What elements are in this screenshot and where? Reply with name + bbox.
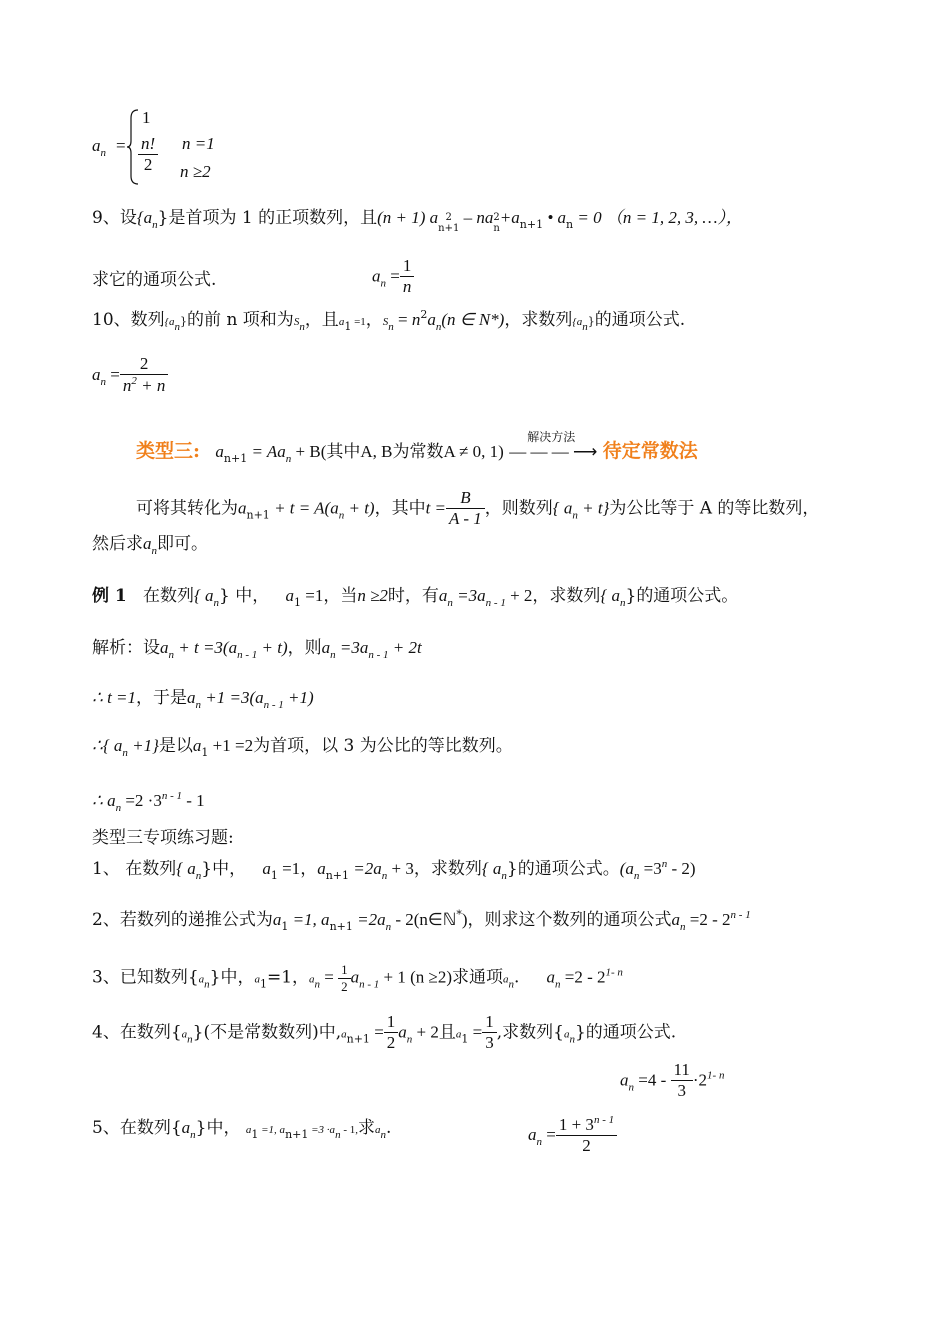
seq: { a	[600, 586, 620, 605]
sub: n - 1	[237, 649, 258, 661]
t-eq: t =	[425, 498, 447, 518]
answer: =3	[639, 859, 662, 878]
formula-lhs: $a_n$	[92, 136, 106, 159]
type3-heading: 类型三:	[136, 440, 201, 462]
eq: =	[386, 266, 400, 286]
problem-10-answer	[92, 354, 168, 397]
formula: + 2	[412, 1022, 439, 1042]
condition: n ≥2	[357, 586, 388, 605]
case2-fraction: $\frac{n!}{2}$	[138, 134, 158, 176]
sub: 1	[281, 920, 289, 933]
formula: ∴ t =1	[92, 688, 137, 707]
an: a	[503, 973, 509, 986]
sub: n	[299, 321, 305, 333]
seq-end: }	[180, 315, 188, 328]
sup: 1- n	[707, 1069, 725, 1082]
text: ，求数列	[413, 859, 482, 879]
sub: n	[447, 597, 453, 609]
problem-10-label: 10、数列	[92, 310, 165, 330]
example-1-line	[92, 586, 738, 610]
sub: n	[338, 509, 345, 522]
rec: =3a	[452, 586, 486, 605]
formula: + 1 (n ≥2)	[379, 967, 453, 987]
text: 求	[357, 1118, 375, 1138]
text: 且	[438, 1022, 456, 1043]
sub: n	[380, 277, 386, 290]
formula: a	[272, 910, 282, 929]
method-arrow	[509, 430, 598, 462]
solution-line	[92, 638, 422, 662]
step-3-line	[92, 790, 205, 815]
seq: {a	[164, 316, 175, 328]
an: a	[374, 1124, 381, 1136]
text: 可将其转化为	[136, 498, 238, 519]
sub: n	[554, 978, 561, 991]
answer: =2 - 2	[560, 967, 606, 987]
sup: n	[661, 858, 668, 870]
piecewise-formula	[92, 108, 332, 188]
sub: n - 1	[359, 978, 380, 991]
exercise-5-label: 5、在数列{	[92, 1118, 182, 1138]
text: }的通项公式.	[574, 1022, 677, 1043]
step-1-line	[92, 688, 314, 712]
text: ,求数列{	[496, 1022, 564, 1043]
sup: 1- n	[605, 966, 623, 979]
formula-mid: – na	[459, 208, 494, 227]
exercise-4-line	[92, 1012, 676, 1054]
sub: n	[406, 1033, 413, 1046]
seq-end: + t}	[577, 498, 610, 518]
sub-sup: 2 n	[493, 212, 500, 234]
text: 求通项	[452, 967, 504, 988]
seq-end: }	[506, 859, 518, 879]
text: }(不是常数数列)中,	[192, 1022, 342, 1043]
case2-condition: n ≥2	[180, 162, 211, 181]
text: ，当	[323, 586, 358, 606]
answer: a	[546, 967, 555, 987]
seq-end: }	[157, 208, 169, 228]
answer: ·2	[692, 1070, 708, 1090]
eq: =	[369, 1022, 384, 1042]
sub: n	[582, 321, 588, 333]
formula: a	[215, 442, 224, 461]
formula: a	[160, 638, 169, 657]
answer-fraction: $\frac{1}{n}$	[400, 256, 415, 298]
sub-sup: 2 n+1	[438, 212, 460, 234]
t-fraction: $\frac{B}{A - 1}$	[446, 488, 485, 530]
sub: n	[122, 747, 128, 759]
formula: =3 ·a	[308, 1124, 336, 1136]
formula: +1 =3(a	[201, 688, 264, 707]
a: a	[198, 973, 205, 986]
sup: 2	[420, 308, 428, 321]
sub: n	[213, 597, 220, 609]
text: 中，	[212, 859, 247, 879]
sub: n	[619, 597, 626, 609]
formula: (n + 1) a	[377, 208, 439, 227]
formula-mid: • a	[543, 208, 567, 227]
comma: ，	[300, 859, 318, 879]
text: 是首项为 1 的正项数列，且	[168, 208, 378, 228]
a1: a	[455, 1028, 462, 1041]
seq: { a	[481, 859, 502, 878]
answer: a	[620, 1070, 629, 1090]
text: }中，	[195, 1118, 241, 1138]
a1: a	[285, 586, 294, 605]
a1: a	[262, 859, 271, 878]
text: 的通项公式。	[517, 859, 620, 879]
text: 为首项，以 3 为公比的等比数列。	[253, 736, 513, 756]
formula: a	[341, 1028, 347, 1041]
exercise-3-label: 3、已知数列{	[92, 967, 199, 988]
rec: a	[317, 859, 326, 878]
exercise-4-answer	[620, 1060, 724, 1102]
exercise-3-line	[92, 962, 623, 994]
problem-10-line	[92, 308, 685, 334]
sub: 1	[293, 596, 301, 609]
sub: 1	[461, 1032, 469, 1046]
formula: +1 =2	[208, 736, 254, 755]
example-1-label: 例 1	[92, 586, 127, 606]
arrow-label: 解决方法	[527, 430, 576, 444]
exercise-5-line	[92, 1118, 391, 1142]
formula: a	[192, 736, 202, 755]
formula: + 2t	[388, 638, 422, 657]
sub: 1	[270, 869, 278, 882]
text: ，且	[304, 310, 339, 330]
formula: a	[321, 638, 331, 657]
formula: =3a	[335, 638, 369, 657]
eq: =	[468, 1022, 483, 1042]
formula-mid: +a	[499, 208, 520, 227]
text: ，则	[287, 638, 322, 658]
seq-end: }	[201, 859, 213, 879]
exercise-1-label: 1、 在数列	[92, 859, 177, 879]
sub: n	[195, 699, 202, 711]
eq: =	[106, 364, 120, 384]
a1-value: =1	[300, 586, 324, 605]
sub: n	[381, 870, 388, 882]
sub: n	[152, 219, 158, 231]
exercises-title-text: 类型三专项练习题:	[92, 828, 234, 848]
seq-end: }	[219, 586, 230, 606]
formula: + t)	[344, 498, 375, 518]
formula: a	[398, 1022, 407, 1042]
sub: 1	[251, 1128, 259, 1141]
formula: +1}	[127, 736, 159, 755]
text: 时，有	[387, 586, 439, 606]
seq: {a	[572, 316, 583, 328]
formula: - 1	[182, 791, 205, 810]
rec: + 3	[387, 859, 414, 878]
text: 然后求	[92, 534, 143, 554]
sub: n	[628, 1081, 634, 1094]
sub: n	[168, 649, 174, 661]
a1: a	[254, 973, 260, 986]
a1-value: =1	[277, 859, 301, 878]
answer: =2 - 2	[685, 910, 731, 929]
formula: + t =3(a	[174, 638, 238, 657]
sub: n	[100, 375, 106, 388]
text: ，求数列	[504, 310, 573, 330]
sub: n - 1	[263, 699, 284, 711]
exercise-2-line	[92, 908, 751, 934]
formula: =2a	[352, 910, 386, 929]
formula: a	[187, 688, 196, 707]
sup: n - 1	[161, 790, 182, 802]
formula: ∴{ a	[92, 736, 123, 755]
ans-lhs: a	[372, 266, 381, 286]
sub: n	[330, 649, 336, 661]
sub: n	[385, 921, 392, 933]
text: 即可。	[157, 534, 208, 554]
sub: n	[435, 321, 442, 333]
sub: n - 1	[368, 649, 389, 661]
answer: a	[528, 1124, 537, 1144]
sub: n	[633, 870, 640, 882]
a1-value: =1	[351, 316, 366, 328]
problem-9-answer	[372, 256, 414, 298]
case1-value: 1	[142, 108, 151, 127]
sub: n	[314, 978, 321, 991]
formula: )	[461, 910, 468, 929]
sub: n	[388, 321, 394, 333]
solution-label: 解析：设	[92, 638, 160, 658]
sub: n	[680, 921, 686, 933]
text: ，则求这个数列的通项公式	[467, 910, 672, 930]
sub: n	[174, 321, 181, 333]
formula: =1, a	[258, 1124, 286, 1136]
text: 在数列	[142, 586, 194, 606]
answer-fraction: $\frac{2}{n^2 + n}$	[120, 354, 168, 397]
answer: (a	[619, 859, 634, 878]
method-name: 待定常数法	[602, 440, 698, 462]
formula: + t)	[257, 638, 288, 657]
sub: n	[204, 978, 210, 991]
seq-end: }	[625, 586, 637, 606]
ans-lhs: a	[92, 364, 101, 384]
sub: n+1	[329, 920, 353, 933]
formula: a	[245, 1124, 252, 1136]
seq-end: }	[587, 315, 595, 328]
sub: n	[380, 1129, 386, 1141]
rhs: a	[427, 310, 436, 329]
formula: =2 ·3	[121, 791, 162, 810]
sup: n - 1	[730, 909, 751, 921]
sub: n	[190, 1129, 196, 1141]
equals-sign: =	[116, 136, 126, 155]
case1-condition: n =1	[182, 134, 215, 153]
text: 的通项公式。	[636, 586, 739, 606]
sub: n	[195, 870, 202, 882]
sub: 1	[344, 320, 352, 333]
text: 中，	[235, 586, 270, 606]
problem-9-line2	[92, 270, 216, 290]
text: 的通项公式.	[594, 310, 686, 330]
eq: =	[320, 967, 339, 987]
exercise-2-label: 2、若数列的递推公式为	[92, 910, 273, 930]
text: }中，	[209, 967, 255, 988]
text: .	[514, 967, 520, 988]
formula: ∴ a	[92, 791, 116, 810]
sub: n	[572, 509, 578, 522]
sub: 1	[259, 977, 267, 991]
formula: a	[238, 498, 247, 518]
exercise-1-line	[92, 858, 696, 883]
third-fraction: $\frac{1}{3}$	[482, 1012, 497, 1054]
a: a	[563, 1028, 570, 1041]
a: a	[181, 1118, 191, 1137]
text: .	[385, 1118, 392, 1138]
formula: - 2(n∈ℕ	[391, 910, 457, 929]
type3-intro-line2	[92, 534, 208, 558]
rhs: n	[411, 310, 421, 329]
exercise-5-answer	[528, 1114, 617, 1157]
a: a	[181, 1028, 188, 1041]
sub: n	[285, 453, 292, 465]
rec: a	[438, 586, 448, 605]
arrow-icon: — — — ⟶	[509, 442, 598, 461]
sub: n+1	[346, 1032, 370, 1046]
sub: n+1	[285, 1128, 309, 1141]
formula: = Aa	[247, 442, 286, 461]
sub: n+1	[223, 452, 248, 465]
eq: =	[542, 1124, 556, 1144]
rhs: (n ∈ N*)	[441, 310, 505, 329]
type3-heading-line	[136, 430, 698, 466]
type3-intro-line	[136, 488, 819, 530]
text: ，其中	[374, 498, 426, 519]
an: a	[143, 534, 152, 553]
answer: - 2)	[667, 859, 696, 878]
sub: n	[536, 1135, 542, 1148]
formula: a	[350, 967, 360, 987]
formula: + t = A(a	[269, 498, 339, 518]
formula: + B(其中A, B为常数A ≠ 0, 1)	[291, 442, 504, 461]
half-fraction: $\frac{1}{2}$	[338, 962, 351, 994]
exercises-title	[92, 828, 234, 848]
a1: a	[338, 316, 345, 328]
rec: + 2	[505, 586, 533, 605]
text: 是以	[158, 736, 193, 756]
text: ，则数列	[484, 498, 553, 519]
formula: +1)	[283, 688, 314, 707]
a1-value: =1，	[266, 967, 310, 988]
sub: n	[335, 1129, 341, 1141]
text: 求它的通项公式.	[92, 270, 217, 290]
sub: n	[501, 870, 507, 882]
answer: =4 -	[634, 1070, 671, 1090]
problem-9-label: 9、设	[92, 208, 137, 228]
sub: n	[151, 545, 157, 557]
sub: n	[508, 978, 515, 991]
sub: n	[569, 1033, 575, 1046]
an: a	[309, 973, 315, 986]
sub: n+1	[246, 508, 270, 522]
seq: { a	[552, 498, 573, 518]
formula: - 1,	[340, 1124, 358, 1136]
sub: n	[566, 218, 574, 231]
problem-9-line	[92, 208, 743, 234]
text: 的前 n 项和为	[187, 310, 294, 330]
answer-fraction: $\frac{11}{3}$	[671, 1060, 693, 1102]
eq: =	[393, 310, 412, 329]
sup: *	[456, 908, 462, 921]
text: ，求数列	[532, 586, 601, 606]
sub: n+1	[519, 218, 544, 231]
seq: { a	[176, 859, 196, 878]
sub: 1	[201, 746, 209, 759]
seq: {a	[136, 208, 153, 227]
exercise-4-label: 4、在数列{	[92, 1022, 182, 1043]
sub: n - 1	[485, 597, 506, 609]
step-2-line	[92, 736, 513, 760]
answer: a	[671, 910, 681, 929]
sub: n	[115, 802, 122, 814]
half-fraction: $\frac{1}{2}$	[384, 1012, 399, 1054]
comma: ，	[365, 310, 383, 330]
formula: =1, a	[288, 910, 330, 929]
seq: { a	[193, 586, 214, 605]
answer-fraction: $\frac{1 + 3^{n - 1}}{2}$	[556, 1114, 617, 1157]
text: ，于是	[136, 688, 188, 708]
formula-end: = 0 （n = 1, 2, 3, …），	[573, 208, 743, 227]
rec: =2a	[349, 859, 382, 878]
text: 为公比等于 A 的等比数列，	[609, 498, 820, 519]
sub: n+1	[325, 869, 349, 882]
S: S	[382, 316, 389, 328]
sub: n	[187, 1033, 193, 1046]
S: S	[293, 316, 300, 328]
